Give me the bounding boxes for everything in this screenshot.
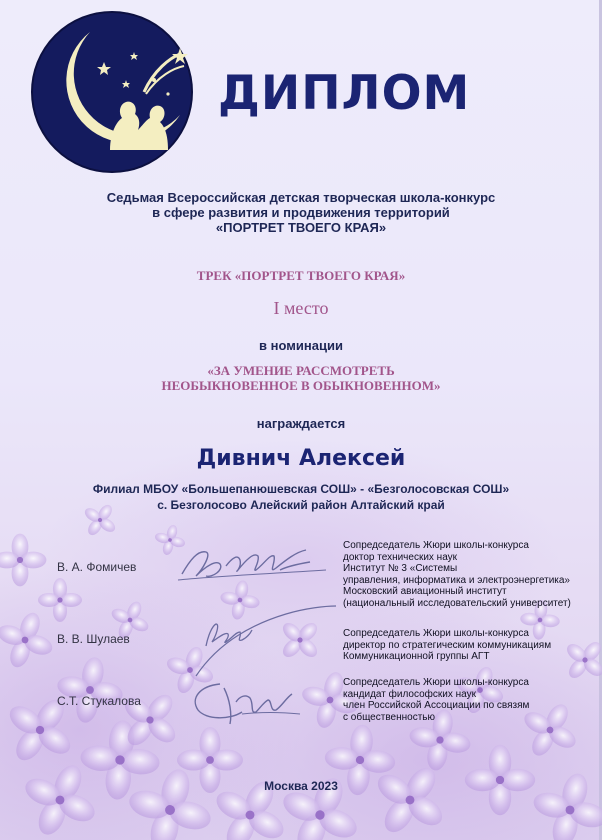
nomination-line: НЕОБЫКНОВЕННОЕ В ОБЫКНОВЕННОМ»: [161, 378, 441, 393]
description-line: кандидат философских наук: [343, 688, 476, 700]
winner-school-line: с. Безголосово Алейский район Алтайский край: [157, 498, 445, 512]
winner-name: Дивнич Алексей: [196, 446, 406, 471]
school-contest-name: [0, 190, 602, 235]
award-place: I место: [273, 298, 329, 318]
city-year: Москва 2023: [264, 779, 338, 793]
diploma-title: ДИПЛОМ: [218, 66, 471, 121]
track-name: ТРЕК «ПОРТРЕТ ТВОЕГО КРАЯ»: [196, 268, 406, 283]
description-line: директор по стратегическим коммуникациям: [343, 639, 552, 651]
school-line: в сфере развития и продвижения территорий: [152, 205, 450, 220]
signature-stukalova-icon: [180, 672, 330, 732]
signatory-name-fomichev: В. А. Фомичев: [57, 560, 137, 574]
signatory-name-shulaev: В. В. Шулаев: [57, 632, 130, 646]
description-line: Сопредседатель Жюри школы-конкурса: [343, 677, 529, 688]
description-line: Институт № 3 «Системы: [343, 563, 458, 574]
moon-stars-logo-icon: [30, 10, 194, 174]
description-line: доктор технических наук: [343, 551, 458, 563]
signatory-description-shulaev: [343, 628, 551, 663]
signature-fomichev-icon: [176, 540, 336, 588]
description-line: с общественностью: [343, 711, 435, 723]
school-line: Седьмая Всероссийская детская творческая школа-конкурс: [106, 190, 496, 205]
winner-school: [0, 481, 602, 513]
description-line: (национальный исследовательский университет): [343, 597, 571, 609]
nomination-label: в номинации: [259, 338, 343, 353]
description-line: Сопредседатель Жюри школы-конкурса: [343, 540, 529, 551]
description-line: Московский авиационный институт: [343, 586, 507, 597]
description-line: Коммуникационной группы АГТ: [343, 651, 490, 662]
winner-school-line: Филиал МБОУ «Большепанюшевская СОШ» - «Безголосовская СОШ»: [92, 482, 510, 496]
awarded-label: награждается: [256, 416, 346, 431]
signatory-description-fomichev: [343, 540, 571, 609]
nomination-title: [0, 363, 602, 393]
nomination-line: «ЗА УМЕНИЕ РАССМОТРЕТЬ: [207, 363, 395, 378]
school-line: «ПОРТРЕТ ТВОЕГО КРАЯ»: [215, 220, 387, 235]
description-line: управления, информатика и электроэнергетика»: [343, 574, 570, 586]
signatory-name-stukalova: С.Т. Стукалова: [57, 694, 141, 708]
description-line: член Российской Ассоциации по связям: [343, 700, 530, 711]
signatory-description-stukalova: [343, 677, 529, 723]
description-line: Сопредседатель Жюри школы-конкурса: [343, 628, 529, 639]
